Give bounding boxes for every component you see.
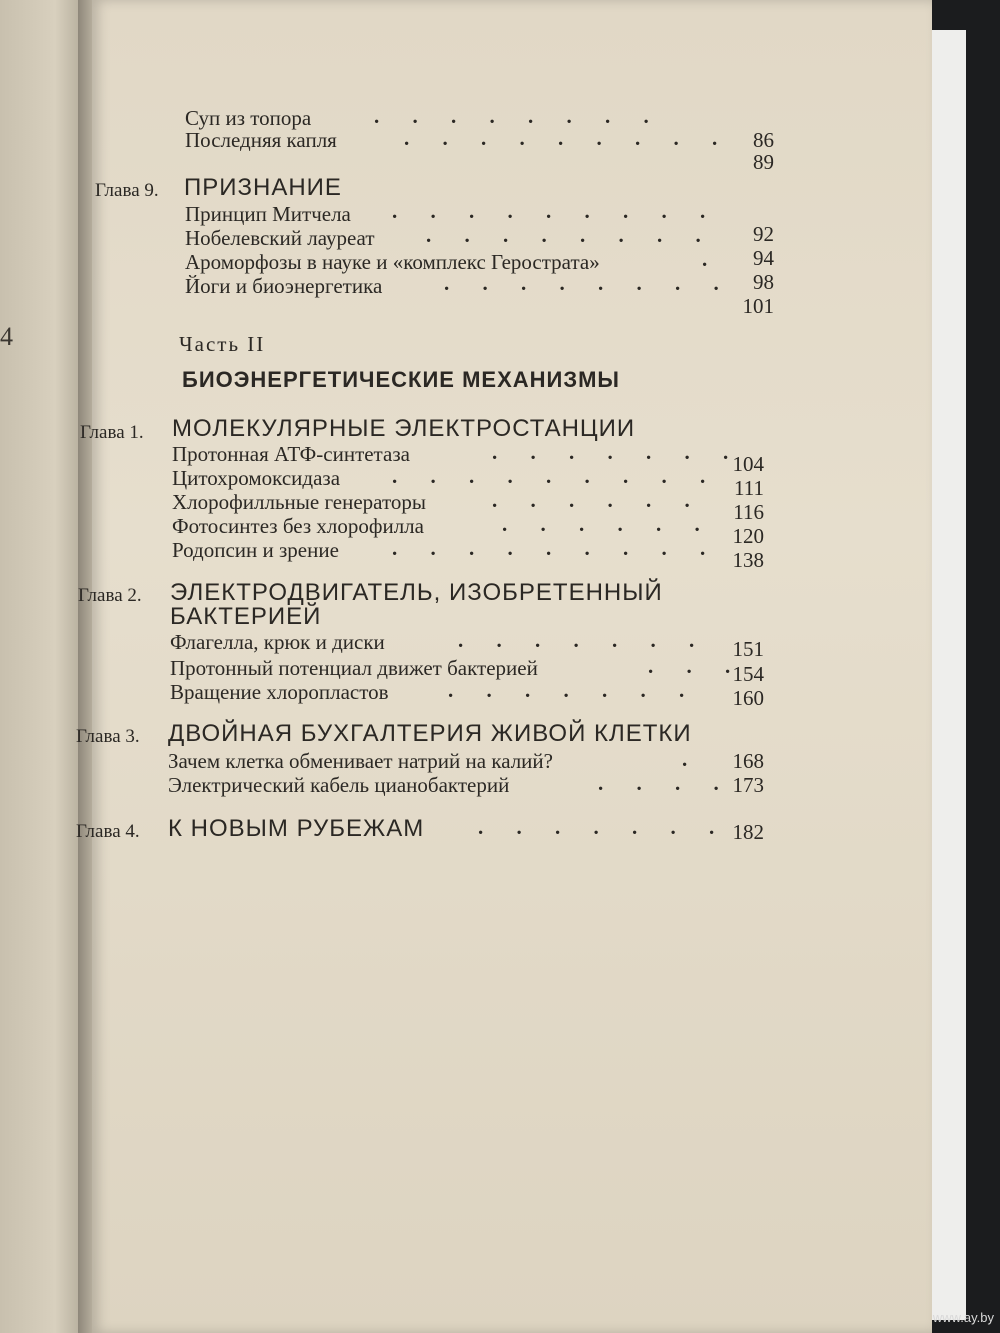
entry-title: Флагелла, крюк и диски	[170, 630, 385, 654]
entry-dots: . . . . . . .	[458, 628, 709, 652]
entry-title: Зачем клетка обменивает натрий на калий?	[168, 749, 553, 773]
entry-dots: . . . . . . . .	[426, 223, 715, 247]
entry-title: Фотосинтез без хлорофилла	[172, 514, 424, 538]
entry-dots: . . .	[648, 654, 745, 678]
entry-page: 101	[742, 294, 774, 318]
chapter-title: ПРИЗНАНИЕ	[184, 174, 342, 201]
chapter-prefix: Глава 4.	[76, 821, 140, 842]
chapter-prefix: Глава 9.	[95, 180, 159, 201]
entry-dots: . . . . . . . . .	[392, 536, 720, 560]
entry-title: Протонная АТФ-синтетаза	[172, 442, 410, 466]
entry-title: Ароморфозы в науке и «комплекс Герострата»	[185, 250, 600, 274]
entry-page: 160	[732, 686, 764, 710]
entry-page: 111	[734, 476, 764, 500]
chapter-title: К НОВЫМ РУБЕЖАМ	[168, 815, 425, 842]
entry-title: Последняя капля	[185, 128, 337, 152]
entry-page: 86	[753, 128, 774, 152]
entry-title: Цитохромоксидаза	[172, 466, 341, 490]
entry-dots: . . . . . . .	[492, 440, 743, 464]
entry-page: 151	[732, 637, 764, 661]
entry-title: Родопсин и зрение	[172, 538, 339, 562]
entry-title: Протонный потенциал движет бактерией	[170, 656, 538, 680]
entry-page: 173	[732, 773, 764, 797]
entry-dots: . . . . . .	[492, 488, 704, 512]
entry-page: 120	[732, 524, 764, 548]
entry-page: 182	[732, 820, 764, 844]
chapter-prefix: Глава 1.	[80, 422, 144, 443]
part-label: Часть II	[179, 332, 266, 356]
entry-page: 92	[753, 222, 774, 246]
entry-page: 116	[733, 500, 764, 524]
entry-page: 104	[732, 452, 764, 476]
entry-dots: . . . . . . .	[448, 678, 699, 702]
right-edge	[920, 0, 1000, 1333]
chapter-title: ДВОЙНАЯ БУХГАЛТЕРИЯ ЖИВОЙ КЛЕТКИ	[168, 720, 692, 747]
entry-dots: . . . . . . . .	[444, 271, 733, 295]
left-page-mark: 4	[0, 322, 13, 351]
entry-dots: . . . . . . . . .	[404, 126, 732, 150]
entry-page: 94	[753, 246, 774, 270]
entry-dots: . . . . . .	[502, 512, 714, 536]
entry-page: 154	[732, 662, 764, 686]
entry-page: 138	[732, 548, 764, 572]
toc-page	[76, 0, 932, 1333]
chapter-prefix: Глава 2.	[78, 585, 142, 606]
chapter-title: ЭЛЕКТРОДВИГАТЕЛЬ, ИЗОБРЕТЕННЫЙ	[170, 579, 663, 606]
chapter-title: МОЛЕКУЛЯРНЫЕ ЭЛЕКТРОСТАНЦИИ	[172, 415, 636, 442]
entry-dots: . . . . . . .	[478, 815, 729, 839]
entry-title: Принцип Митчела	[185, 202, 351, 226]
part-title: БИОЭНЕРГЕТИЧЕСКИЕ МЕХАНИЗМЫ	[182, 367, 620, 392]
entry-title: Суп из топора	[185, 106, 312, 130]
entry-page: 168	[732, 749, 764, 773]
entry-dots: .	[682, 747, 702, 771]
watermark: www.ay.by	[932, 1310, 994, 1325]
entry-title: Вращение хлоропластов	[170, 680, 389, 704]
chapter-title-cont: БАКТЕРИЕЙ	[170, 603, 322, 630]
entry-dots: .	[702, 247, 722, 271]
entry-dots: . . . . . . . . .	[392, 199, 720, 223]
entry-dots: . . . . . . . .	[374, 104, 663, 128]
entry-dots: . . . .	[598, 771, 733, 795]
entry-title: Электрический кабель цианобактерий	[168, 773, 510, 797]
entry-title: Нобелевский лауреат	[185, 226, 375, 250]
entry-page: 98	[753, 270, 774, 294]
entry-page: 89	[753, 150, 774, 174]
entry-title: Йоги и биоэнергетика	[185, 274, 383, 298]
entry-dots: . . . . . . . . .	[392, 464, 720, 488]
chapter-prefix: Глава 3.	[76, 726, 140, 747]
entry-title: Хлорофилльные генераторы	[172, 490, 426, 514]
